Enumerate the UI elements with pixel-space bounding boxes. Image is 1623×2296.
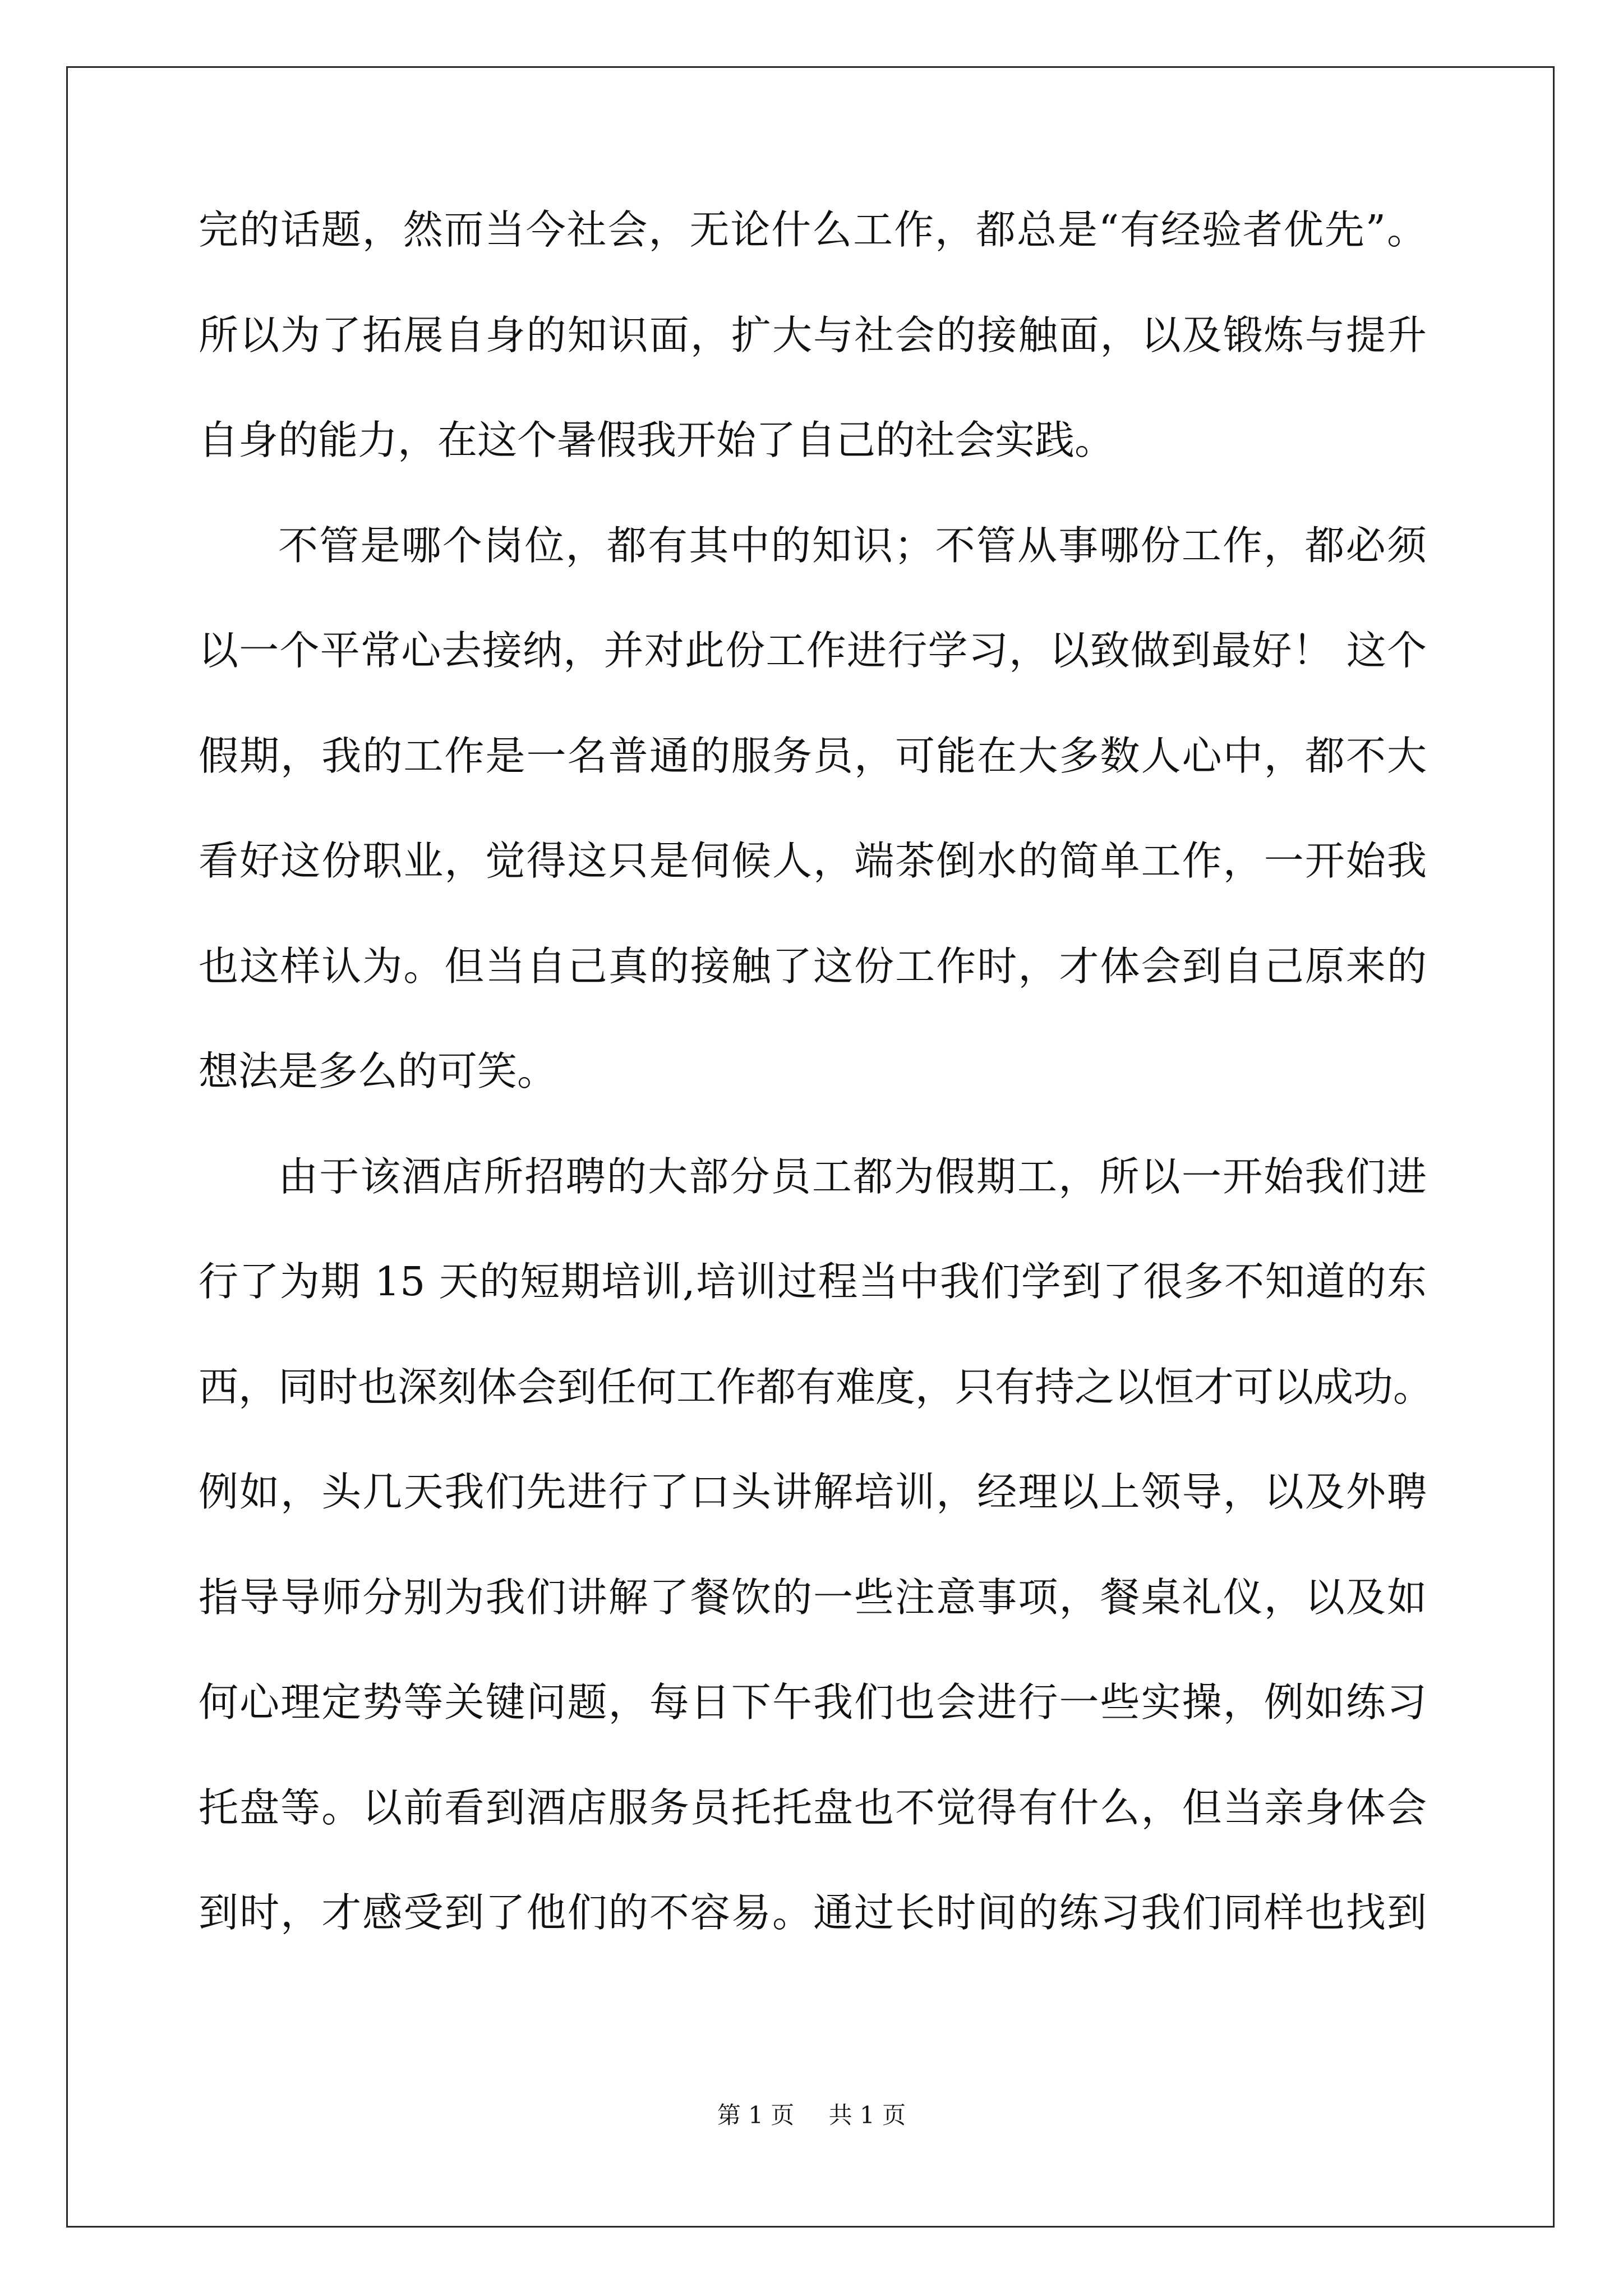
text-line: 到时，才感受到了他们的不容易。通过长时间的练习我们同样也找到 (199, 1889, 1427, 1936)
text-line: 自身的能力，在这个暑假我开始了自己的社会实践。 (199, 417, 1115, 463)
page-number: 第 1 页 (717, 2101, 795, 2129)
text-line: 也这样认为。但当自己真的接触了这份工作时，才体会到自己原来的 (199, 942, 1427, 990)
text-line: 看好这份职业，觉得这只是伺候人，端茶倒水的简单工作，一开始我 (199, 838, 1427, 884)
text-line: 假期，我的工作是一名普通的服务员，可能在大多数人心中，都不大 (199, 732, 1427, 779)
text-line: 行了为期 15 天的短期培训,培训过程当中我们学到了很多不知道的东 (199, 1258, 1427, 1305)
paragraph-first-line: 由于该酒店所招聘的大部分员工都为假期工，所以一开始我们进 (278, 1153, 1427, 1200)
text-line: 指导导师分别为我们讲解了餐饮的一些注意事项，餐桌礼仪，以及如 (199, 1573, 1427, 1621)
document-body (199, 202, 1433, 1990)
text-line: 以一个平常心去接纳，并对此份工作进行学习，以致做到最好！ 这个 (199, 627, 1427, 674)
text-line: 所以为了拓展自身的知识面，扩大与社会的接触面，以及锻炼与提升 (199, 311, 1427, 358)
text-line: 例如，头几天我们先进行了口头讲解培训，经理以上领导，以及外聘 (199, 1469, 1427, 1515)
text-line: 托盘等。以前看到酒店服务员托托盘也不觉得有什么，但当亲身体会 (199, 1784, 1427, 1831)
paragraph-first-line: 不管是哪个岗位，都有其中的知识；不管从事哪份工作，都必须 (278, 522, 1427, 569)
text-line: 完的话题，然而当今社会，无论什么工作，都总是“有经验者优先”。 (199, 206, 1427, 253)
text-line: 想法是多么的可笑。 (199, 1048, 557, 1094)
page-footer (0, 2097, 1623, 2131)
text-line: 何心理定势等关键问题，每日下午我们也会进行一些实操，例如练习 (199, 1679, 1427, 1726)
text-line: 西，同时也深刻体会到任何工作都有难度，只有持之以恒才可以成功。 (199, 1363, 1433, 1410)
page-total: 共 1 页 (828, 2101, 906, 2129)
